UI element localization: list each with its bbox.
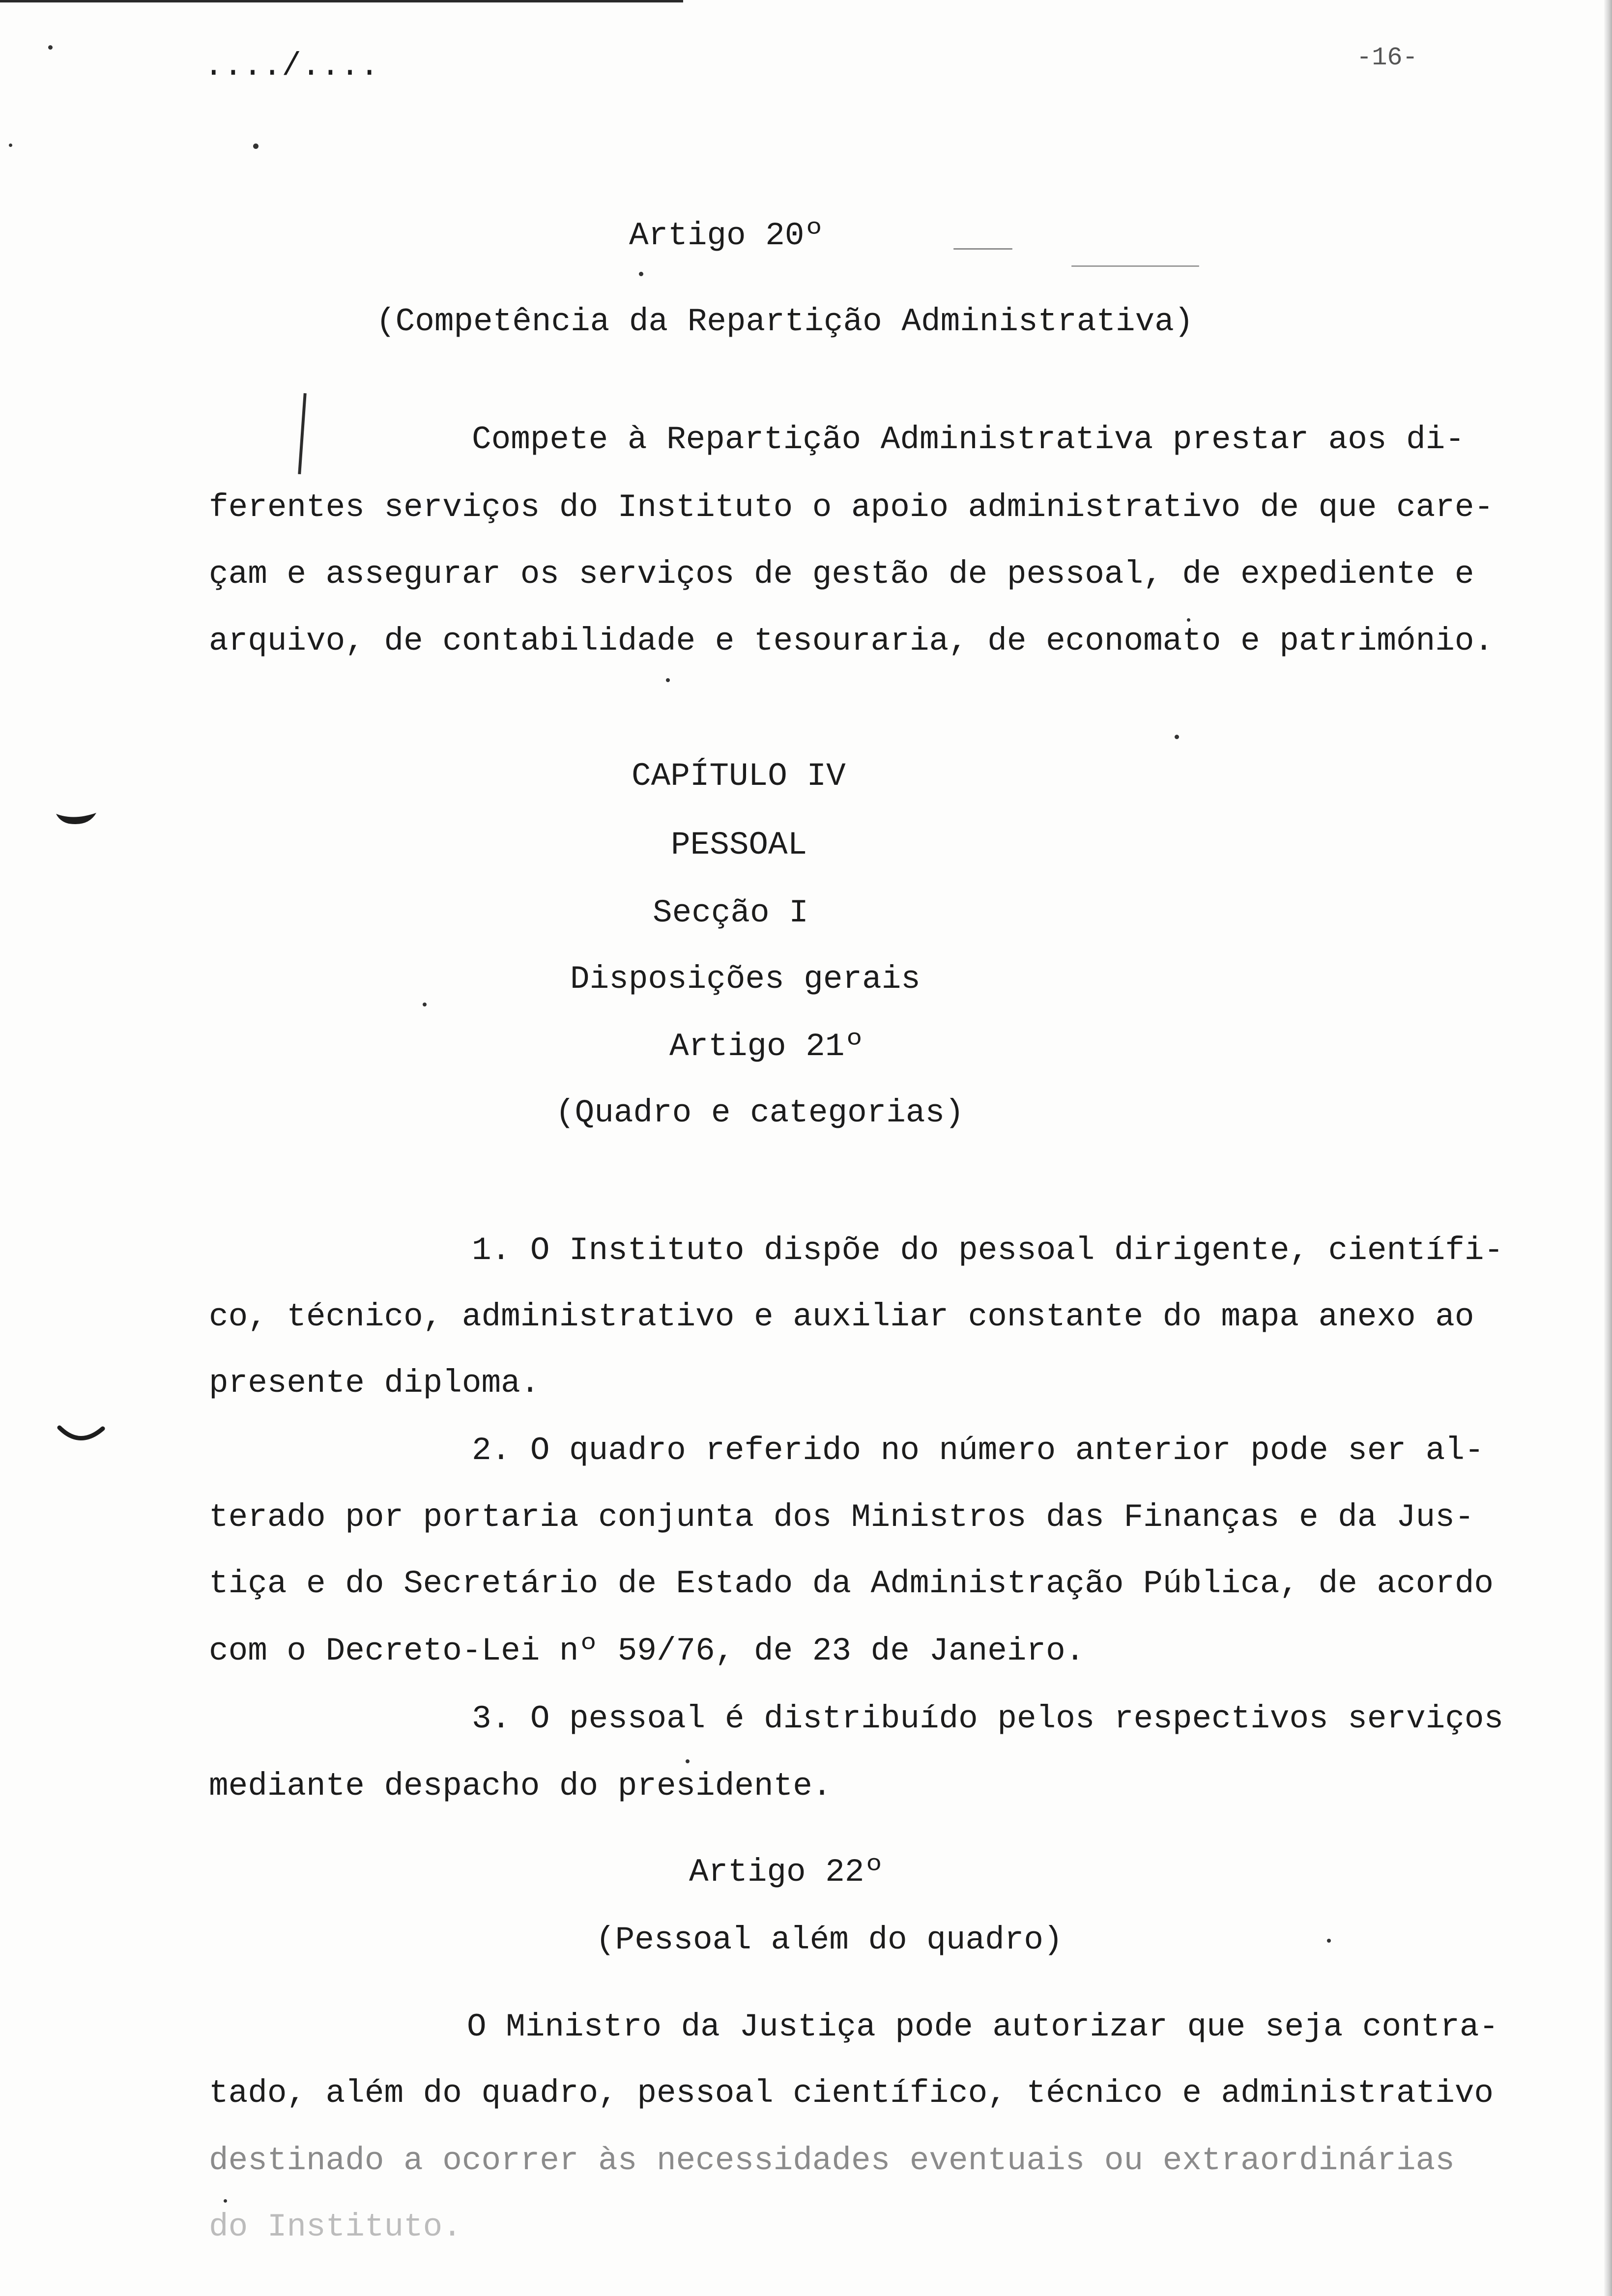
article-21-heading: Artigo 21º bbox=[669, 1028, 864, 1065]
scan-speck bbox=[953, 248, 1012, 250]
margin-curve-mark bbox=[54, 806, 98, 835]
article-21-p3-line-1: 3. O pessoal é distribuído pelos respectivos serviços bbox=[472, 1700, 1504, 1737]
article-20-line-4: arquivo, de contabilidade e tesouraria, de economato e património. bbox=[209, 623, 1494, 660]
article-21-p2-line-4: com o Decreto-Lei nº 59/76, de 23 de Janeiro. bbox=[209, 1633, 1085, 1669]
article-21-p1-line-3: presente diploma. bbox=[209, 1365, 540, 1402]
chapter-title: PESSOAL bbox=[671, 827, 807, 863]
section-number: Secção I bbox=[653, 894, 808, 931]
continuation-marker: ..../.... bbox=[204, 48, 379, 85]
article-20-heading: Artigo 20º bbox=[629, 217, 824, 254]
article-22-heading: Artigo 22º bbox=[689, 1854, 884, 1891]
scan-speck bbox=[1071, 265, 1199, 267]
scan-speck bbox=[666, 678, 670, 682]
top-border-line bbox=[0, 0, 683, 2]
article-21-p3-line-2: mediante despacho do presidente. bbox=[209, 1768, 832, 1805]
scan-speck bbox=[1187, 618, 1190, 622]
scan-speck bbox=[9, 144, 12, 147]
article-21-p2-line-1: 2. O quadro referido no número anterior pode ser al- bbox=[472, 1432, 1484, 1469]
scan-speck bbox=[253, 144, 259, 149]
article-21-subtitle: (Quadro e categorias) bbox=[555, 1094, 964, 1131]
article-20-line-1: Compete à Repartição Administrativa prestar aos di- bbox=[472, 421, 1465, 458]
article-21-p2-line-3: tiça e do Secretário de Estado da Administração Pública, de acordo bbox=[209, 1565, 1494, 1602]
article-22-line-4: do Instituto. bbox=[209, 2209, 462, 2245]
scan-speck bbox=[639, 272, 643, 276]
scan-speck bbox=[1327, 1939, 1331, 1943]
page-number: -16- bbox=[1356, 43, 1418, 72]
margin-bar-mark bbox=[298, 393, 306, 474]
article-22-line-2: tado, além do quadro, pessoal científico, técnico e administrativo bbox=[209, 2075, 1494, 2112]
article-22-line-1: O Ministro da Justiça pode autorizar que seja contra- bbox=[467, 2009, 1499, 2045]
chapter-number: CAPÍTULO IV bbox=[632, 758, 846, 795]
margin-curve-mark bbox=[57, 1423, 106, 1452]
article-22-line-3: destinado a ocorrer às necessidades eventuais ou extraordinárias bbox=[209, 2142, 1455, 2179]
scan-speck bbox=[224, 2199, 227, 2203]
scan-speck bbox=[686, 1759, 690, 1763]
scan-speck bbox=[1175, 735, 1179, 739]
article-20-subtitle: (Competência da Repartição Administrativa) bbox=[376, 303, 1194, 340]
article-20-line-3: çam e assegurar os serviços de gestão de pessoal, de expediente e bbox=[209, 556, 1474, 593]
section-title: Disposições gerais bbox=[570, 961, 921, 998]
scan-edge-shadow bbox=[1604, 0, 1612, 2296]
scan-speck bbox=[423, 1003, 427, 1006]
article-21-p1-line-1: 1. O Instituto dispõe do pessoal dirigente, científi- bbox=[472, 1232, 1504, 1269]
article-22-subtitle: (Pessoal além do quadro) bbox=[596, 1922, 1063, 1958]
scan-speck bbox=[48, 45, 53, 50]
article-21-p1-line-2: co, técnico, administrativo e auxiliar constante do mapa anexo ao bbox=[209, 1298, 1474, 1335]
article-21-p2-line-2: terado por portaria conjunta dos Ministros das Finanças e da Jus- bbox=[209, 1499, 1474, 1536]
article-20-line-2: ferentes serviços do Instituto o apoio administrativo de que care- bbox=[209, 489, 1494, 526]
